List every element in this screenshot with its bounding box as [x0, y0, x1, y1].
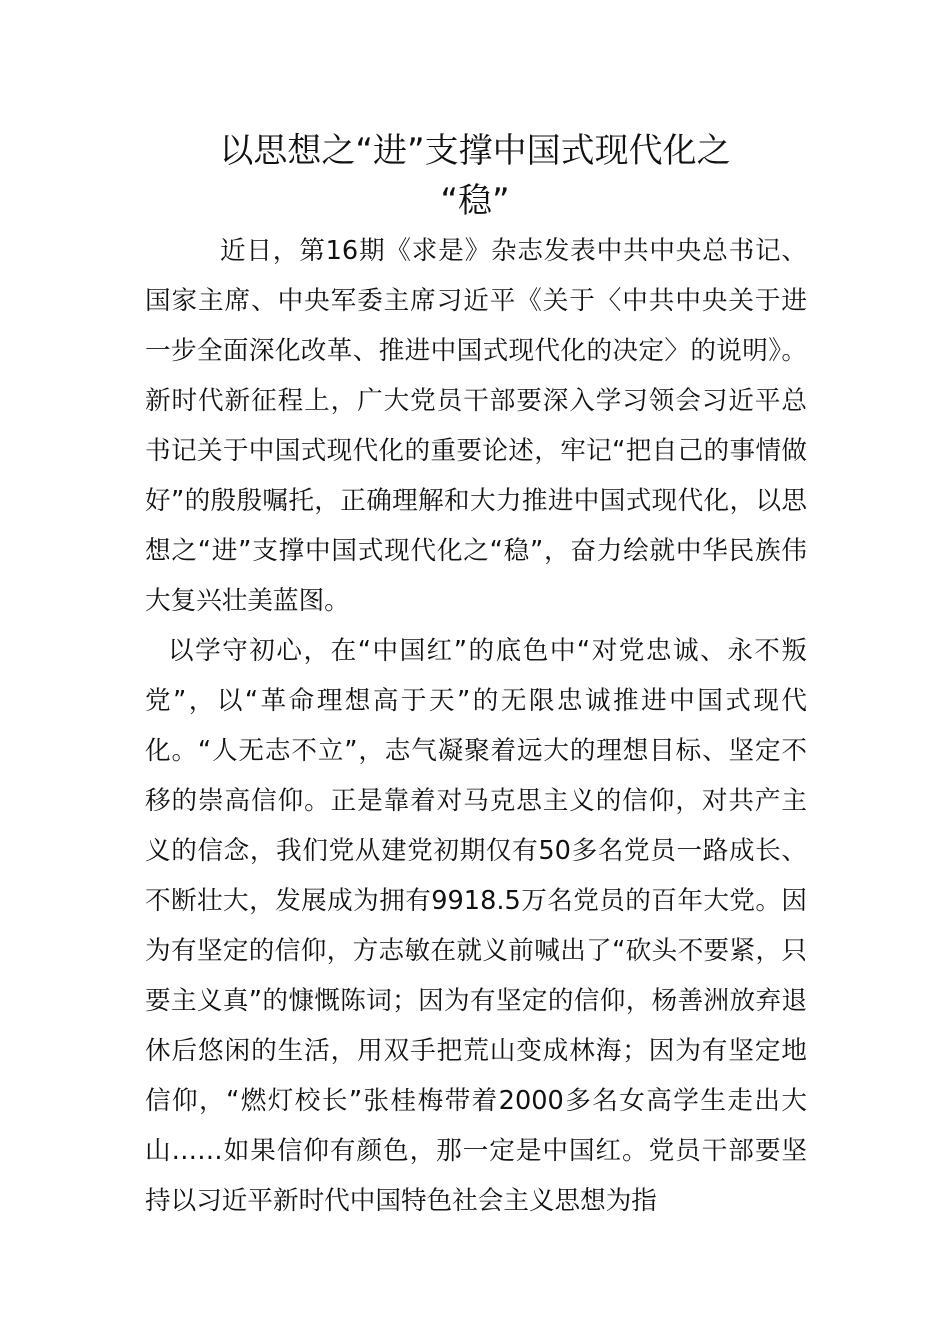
title-line-2: “稳”	[440, 181, 510, 221]
document-body	[145, 226, 807, 1226]
paragraph-2: 以学守初心，在“中国红”的底色中“对党忠诚、永不叛党”，以“革命理想高于天”的无限忠诚推进中国式现代化。“人无志不立”，志气凝聚着远大的理想目标、坚定不移的崇高信仰。正是靠着对马克思主义的信仰，对共产主义的信念，我们党从建党初期仅有50多名党员一路成长、不断壮大，发展成为拥有9918.5万名党员的百年大党。因为有坚定的信仰，方志敏在就义前喊出了“砍头不要紧，只要主义真”的慷慨陈词；因为有坚定的信仰，杨善洲放弃退休后悠闲的生活，用双手把荒山变成林海；因为有坚定地信仰，“燃灯校长”张桂梅带着2000多名女高学生走出大山……如果信仰有颜色，那一定是中国红。党员干部要坚持以习近平新时代中国特色社会主义思想为指	[145, 636, 807, 1216]
title-line-1: 以思想之“进”支撑中国式现代化之	[219, 131, 731, 171]
document-title	[145, 126, 805, 226]
paragraph-1: 近日，第16期《求是》杂志发表中共中央总书记、国家主席、中央军委主席习近平《关于〈中共中央关于进一步全面深化改革、推进中国式现代化的决定〉的说明》。新时代新征程上，广大党员干部要深入学习领会习近平总书记关于中国式现代化的重要论述，牢记“把自己的事情做好”的殷殷嘱托，正确理解和大力推进中国式现代化，以思想之“进”支撑中国式现代化之“稳”，奋力绘就中华民族伟大复兴壮美蓝图。	[145, 236, 807, 616]
